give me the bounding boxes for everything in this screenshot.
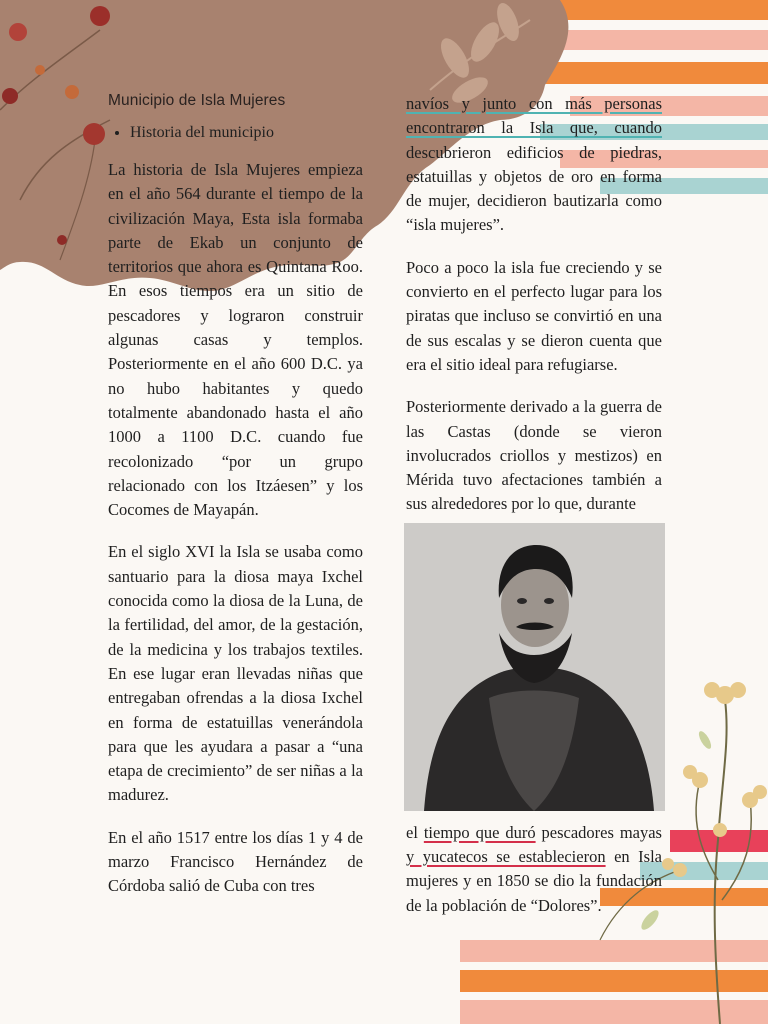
left-column (108, 92, 363, 917)
paragraph-siglo-xvi: En el siglo XVI la Isla se usaba como santuario para la diosa maya Ixchel conocida como la diosa de la Luna, de la fertilidad, del amor, de la gestación, de la medicina y los trabajos textiles. En ese lugar eran llevadas niñas que entregaban ofrendas a la diosa Ixchel en forma de estatuillas venerándola para que les ayudara a pasar a “una etapa de crecimiento” de ser niñas a la madurez. (108, 542, 363, 805)
dolores-text-3: en Isla mujeres y en 1850 se dio la fundación de la población de “Dolores”. (406, 847, 662, 915)
highlight-line-1: navíos y junto con más personas (406, 94, 662, 113)
continuation-text: descubrieron edificios de piedras, estatuillas y objetos de oro en forma de mujer, decidieron bautizarla como “isla mujeres”. (406, 142, 662, 235)
right-column (406, 92, 662, 936)
paragraph-piratas: Poco a poco la isla fue creciendo y se convierto en el perfecto lugar para los piratas que incluso se convirtió en una de sus escalas y se dieron cuenta que era el sitio ideal para refugiarse. (406, 257, 662, 374)
portrait-image (404, 523, 665, 811)
paragraph-1517: En el año 1517 entre los días 1 y 4 de marzo Francisco Hernández de Córdoba salió de Cuba con tres (108, 827, 363, 896)
paragraph-intro: La historia de Isla Mujeres empieza en el año 564 durante el tiempo de la civilización Maya, Esta isla formaba parte de Ekab un conjunto de territorios que ahora es Quintana Roo. En esos tiempos era un sitio de pescadores y lograron construir algunas casas y templos. Posteriormente en el año 600 D.C. ya no hubo habitantes y quedo totalmente abandonado hasta el año 1000 a 1100 D.C. cuando fue recolonizado “por un grupo relacionado con los Itzáesen” y los Cocomes de Mayapán. (108, 160, 363, 520)
highlight-yucatecos: y yucatecos se establecieron (406, 847, 606, 867)
dolores-text-1: el (406, 822, 424, 842)
highlight-line-2: encontraron la Isla que, cuando (406, 118, 662, 138)
page-title: Municipio de Isla Mujeres (108, 92, 286, 109)
bullet-item: • Historia del municipio (130, 122, 363, 144)
bullet-list (108, 122, 363, 144)
paragraph-dolores (406, 821, 662, 918)
paragraph-guerra-castas: Posteriormente derivado a la guerra de las Castas (donde se vieron involucrados criollos y mestizos) en Mérida tuvo afectaciones también a sus alrededores por lo que, durante (406, 397, 662, 514)
dolores-text-2: pescadores mayas (535, 822, 662, 842)
highlight-tiempo: tiempo que duró (423, 822, 536, 842)
paragraph-continuation (406, 92, 662, 238)
